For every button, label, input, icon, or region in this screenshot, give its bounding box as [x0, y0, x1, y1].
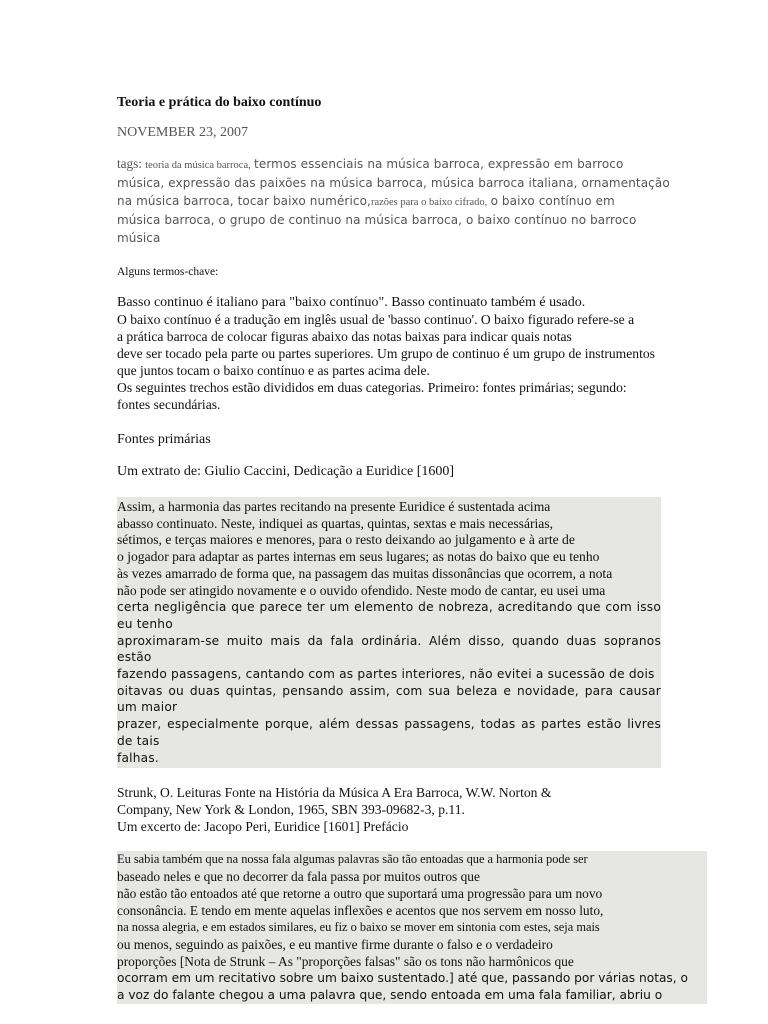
- quote-line: Assim, a harmonia das partes recitando na presente Euridice é sustentada acima: [117, 499, 551, 514]
- quote-line: oitavas ou duas quintas, pensando assim, com sua beleza e novidade, para causar um maior: [117, 683, 661, 715]
- quote-line: Eu sabia também que na nossa fala algumas palavras são tão entoadas que a harmonia pode ser: [117, 852, 588, 867]
- quote-line: o jogador para adaptar as partes internas em seus lugares; as notas do baixo que eu tenho: [117, 549, 600, 565]
- intro-line: fontes secundárias.: [117, 397, 221, 412]
- quote-line: sétimos, e terças maiores e menores, para o resto deixando ao julgamento e à arte de: [117, 532, 575, 548]
- quote-caccini: [117, 497, 661, 768]
- quote-peri: [117, 851, 707, 1004]
- page-title: Teoria e prática do baixo contínuo: [117, 95, 322, 110]
- intro-line: a prática barroca de colocar figuras abaixo das notas baixas para indicar quais notas: [117, 329, 572, 344]
- intro-line: deve ser tocado pela parte ou partes superiores. Um grupo de continuo é um grupo de instrumentos: [117, 346, 655, 361]
- quote-line: baseado neles e que no decorrer da fala passa por muitos outros que: [117, 869, 480, 885]
- extract-heading-caccini: Um extrato de: Giulio Caccini, Dedicação a Euridice [1600]: [117, 464, 455, 479]
- tag-link[interactable]: música, expressão das paixões na música barroca, música barroca italiana, ornamentação: [117, 176, 670, 190]
- quote-line: não estão tão entoados até que retorne a outro que suportará uma progressão para um novo: [117, 886, 603, 902]
- quote-line: prazer, especialmente porque, além dessas passagens, todas as partes estão livres de tais: [117, 717, 661, 748]
- quote-line: abasso continuato. Neste, indiquei as quartas, quintas, sextas e mais necessárias,: [117, 515, 554, 531]
- tag-link[interactable]: música: [117, 231, 161, 245]
- reference-line: Strunk, O. Leituras Fonte na História da Música A Era Barroca, W.W. Norton &: [117, 785, 552, 801]
- intro-line: que juntos tocam o baixo contínuo e as partes acima dele.: [117, 363, 430, 378]
- extract-heading-peri: Um excerto de: Jacopo Peri, Euridice [1601] Prefácio: [117, 819, 409, 835]
- reference-line: Company, New York & London, 1965, SBN 393-09682-3, p.11.: [117, 802, 465, 818]
- intro-line: Basso continuo é italiano para "baixo contínuo". Basso continuato também é usado.: [117, 295, 586, 310]
- document-page: [117, 94, 711, 1004]
- quote-line: proporções [Nota de Strunk – As "proporções falsas" são os tons não harmônicos que: [117, 954, 574, 970]
- quote-line: fazendo passagens, cantando com as partes interiores, não evitei a sucessão de dois: [117, 667, 655, 682]
- intro-line: Os seguintes trechos estão divididos em duas categorias. Primeiro: fontes primárias; segundo:: [117, 380, 627, 395]
- intro-line: O baixo contínuo é a tradução em inglês usual de 'basso continuo'. O baixo figurado refere-se a: [117, 312, 635, 327]
- reference-strunk: [117, 784, 711, 818]
- post-date: NOVEMBER 23, 2007: [117, 125, 249, 140]
- tag-link[interactable]: música barroca, o grupo de continuo na música barroca, o baixo contínuo no barroco: [117, 213, 637, 227]
- keyterms-label: Alguns termos-chave:: [117, 266, 219, 278]
- quote-line: consonância. E tendo em mente aquelas inflexões e acentos que nos servem em nosso luto,: [117, 903, 604, 919]
- tags-prefix: tags:: [117, 156, 142, 171]
- quote-line: ou menos, seguindo as paixões, e eu mantive firme durante o falso e o verdadeiro: [117, 937, 553, 953]
- quote-line: falhas.: [117, 750, 159, 765]
- quote-line: a voz do falante chegou a uma palavra que, sendo entoada em uma fala familiar, abriu o: [117, 988, 663, 1003]
- quote-line: aproximaram-se muito mais da fala ordinária. Além disso, quando duas sopranos estão: [117, 633, 661, 665]
- tags-block: [117, 155, 711, 247]
- tag-link[interactable]: na música barroca, tocar baixo numérico,: [117, 194, 371, 208]
- quote-line: não pode ser atingido novamente e o ouvido ofendido. Neste modo de cantar, eu usei uma: [117, 582, 606, 598]
- tag-link[interactable]: razões para o baixo cifrado,: [370, 197, 488, 208]
- quote-line: ocorram em um recitativo sobre um baixo sustentado.] até que, passando por várias notas, o: [117, 971, 688, 986]
- tag-link[interactable]: o baixo contínuo em: [490, 194, 615, 208]
- section-heading-primary-sources: Fontes primárias: [117, 432, 211, 447]
- quote-line: certa negligência que parece ter um elemento de nobreza, acreditando que com isso eu tenho: [117, 600, 661, 631]
- quote-line: na nossa alegria, e em estados similares, eu fiz o baixo se mover em sintonia com estes, seja mais: [117, 920, 600, 935]
- quote-line: às vezes amarrado de forma que, na passagem das muitas dissonâncias que ocorrem, a nota: [117, 565, 613, 581]
- tag-link[interactable]: teoria da música barroca,: [145, 160, 251, 171]
- intro-paragraph: [117, 294, 711, 413]
- tag-link[interactable]: termos essenciais na música barroca, expressão em barroco: [254, 157, 624, 171]
